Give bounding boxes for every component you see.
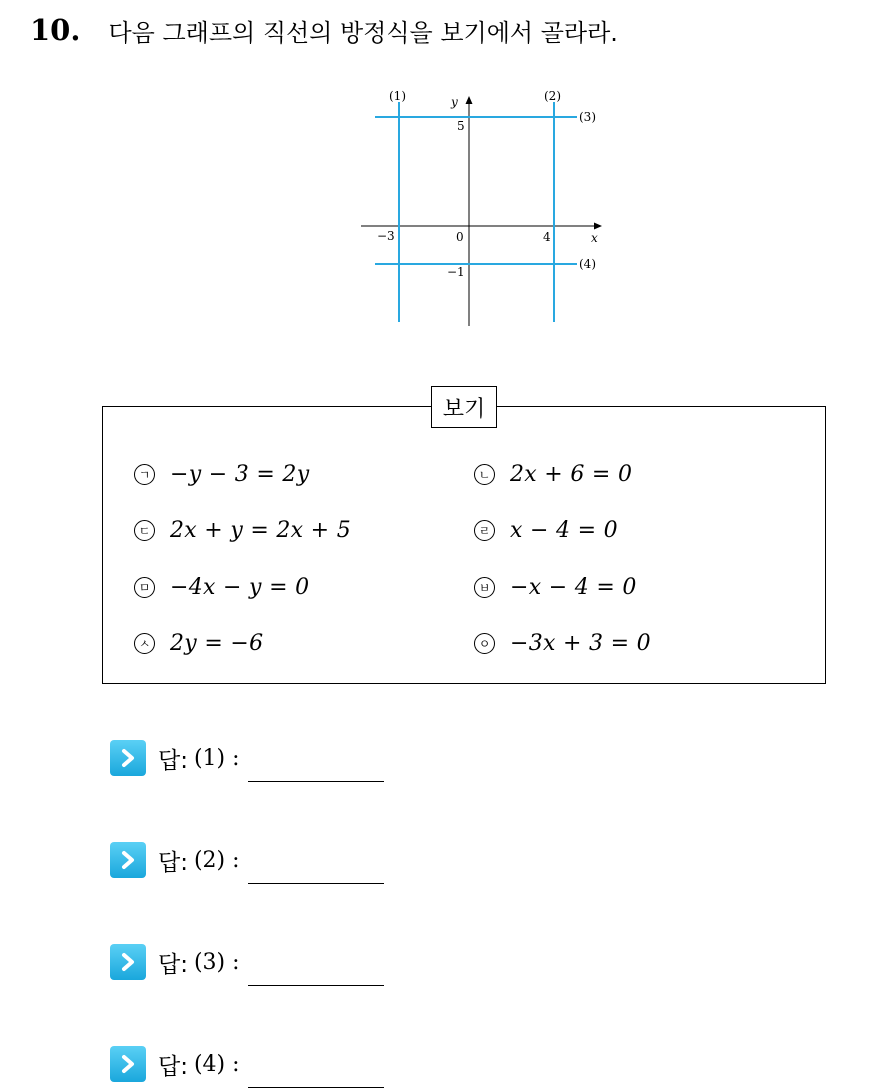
choice-mark: ㄴ [474,464,495,485]
chevron-right-icon [110,944,146,980]
choice-item [474,569,637,605]
answer-row [110,840,384,880]
answer-number: (4) : [193,1051,240,1077]
bogi-title: 보기 [431,386,497,428]
answer-row [110,1044,384,1084]
line-label-3: (3) [579,110,596,124]
answer-blank[interactable] [248,955,384,986]
choice-item [134,625,263,661]
line-label-2: (2) [544,89,561,103]
choice-equation: 2x + y = 2x + 5 [170,517,351,543]
answer-blank[interactable] [248,1057,384,1088]
answer-number: (1) : [193,745,240,771]
choice-mark: ㅇ [474,633,495,654]
choice-equation: 2y = −6 [170,630,264,656]
choice-equation: −3x + 3 = 0 [510,630,651,656]
choice-item [134,456,309,492]
choice-mark: ㅁ [134,577,155,598]
question-number: 10. [30,13,81,47]
choice-equation: −x − 4 = 0 [510,574,637,600]
y-axis-label: y [451,95,458,109]
answer-label: 답: [158,1053,188,1080]
tick-label-x4: 4 [543,230,551,244]
answer-number: (2) : [193,847,240,873]
question-header [30,8,618,52]
line-label-4: (4) [579,257,596,271]
answer-blank[interactable] [248,751,384,782]
answer-label: 답: [158,747,188,774]
chevron-right-icon [110,1046,146,1082]
origin-label: 0 [456,230,464,244]
coordinate-graph [355,84,615,330]
choice-mark: ㅅ [134,633,155,654]
chevron-right-icon [110,842,146,878]
choice-equation: −4x − y = 0 [170,574,310,600]
choice-equation: x − 4 = 0 [510,517,618,543]
answer-row [110,942,384,982]
choice-mark: ㄹ [474,520,495,541]
tick-label-xneg3: −3 [377,229,395,243]
choice-item [474,512,618,548]
answer-label: 답: [158,849,188,876]
choice-equation: −y − 3 = 2y [170,461,310,487]
tick-label-y5: 5 [457,119,465,133]
choice-mark: ㅂ [474,577,495,598]
choice-item [134,512,351,548]
choice-item [134,569,309,605]
answer-row [110,738,384,778]
y-axis-arrow-icon [466,96,473,104]
choice-equation: 2x + 6 = 0 [510,461,633,487]
tick-label-yneg1: −1 [447,265,465,279]
answer-number: (3) : [193,949,240,975]
chevron-right-icon [110,740,146,776]
question-text: 다음 그래프의 직선의 방정식을 보기에서 골라라. [108,18,618,47]
x-axis-arrow-icon [594,223,602,230]
choice-mark: ㄷ [134,520,155,541]
line-label-1: (1) [389,89,406,103]
choice-item [474,456,632,492]
x-axis-label: x [591,231,598,245]
choice-item [474,625,651,661]
answer-blank[interactable] [248,853,384,884]
answer-label: 답: [158,951,188,978]
choice-mark: ㄱ [134,464,155,485]
